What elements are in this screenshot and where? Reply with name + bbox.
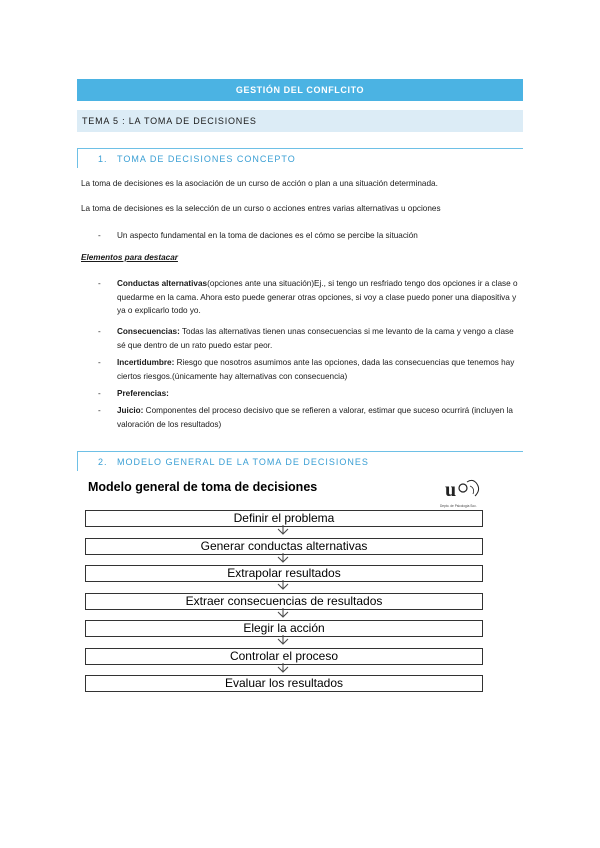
list-dash: - xyxy=(98,327,101,336)
diagram-step-box: Definir el problema xyxy=(85,510,483,527)
diagram-step-box: Extrapolar resultados xyxy=(85,565,483,582)
section-number: 2. xyxy=(98,457,108,467)
down-arrow-icon xyxy=(276,663,290,673)
elemento-item xyxy=(98,404,518,431)
down-arrow-icon xyxy=(276,525,290,535)
diagram-step-box: Evaluar los resultados xyxy=(85,675,483,692)
list-item-text: Un aspecto fundamental en la toma de daciones es el cómo se percibe la situación xyxy=(117,231,418,240)
elemento-item xyxy=(98,356,518,383)
section-title: TOMA DE DECISIONES CONCEPTO xyxy=(117,154,296,164)
list-dash: - xyxy=(98,231,101,240)
elemento-text xyxy=(117,356,518,383)
elemento-term: Consecuencias: xyxy=(117,327,180,336)
elemento-description: Riesgo que nosotros asumimos ante las opciones, dada las consecuencias que tenemos hay ciertos riesgos.(únicamente hay alternativas con consecuencia) xyxy=(117,358,515,381)
elemento-description: (opciones ante una situación)Ej., si tengo un resfriado tengo dos opciones ir a clase o quedarme en la cama. Ahora esto puede generar otras opciones, si voy a clase puedo poner una diapositiva y ya o explicarlo todo yo. xyxy=(117,279,518,315)
elemento-term: Conductas alternativas xyxy=(117,279,208,288)
down-arrow-icon xyxy=(276,553,290,563)
list-item xyxy=(98,229,518,243)
list-dash: - xyxy=(98,406,101,415)
list-dash: - xyxy=(98,389,101,398)
section-title: MODELO GENERAL DE LA TOMA DE DECISIONES xyxy=(117,457,369,467)
elemento-description: Todas las alternativas tienen unas consecuencias si me levanto de la cama y vengo a clase sé que dentro de un rato puedo estar peor. xyxy=(117,327,514,350)
logo-caption: Depto. de Psicología Soc. xyxy=(440,504,477,508)
document-banner: GESTIÓN DEL CONFLCITO xyxy=(77,79,523,101)
elemento-item xyxy=(98,277,518,318)
diagram-step-box: Generar conductas alternativas xyxy=(85,538,483,555)
elemento-term: Juicio: xyxy=(117,406,144,415)
section-number: 1. xyxy=(98,154,108,164)
subheading-elementos: Elementos para destacar xyxy=(81,253,178,262)
elemento-term: Preferencias: xyxy=(117,389,169,398)
elemento-term: Incertidumbre: xyxy=(117,358,175,367)
elemento-item xyxy=(98,387,518,401)
down-arrow-icon xyxy=(276,608,290,618)
elemento-description: Componentes del proceso decisivo que se refieren a valorar, estimar que suceso ocurrirá (incluyen la valoración de los resultados) xyxy=(117,406,513,429)
elemento-text xyxy=(117,277,518,318)
elemento-item xyxy=(98,325,518,352)
elemento-text xyxy=(117,325,518,352)
paragraph-definition-2: La toma de decisiones es la selección de un curso o acciones entres varias alternativas u opciones xyxy=(81,204,441,213)
section-heading-2 xyxy=(77,451,523,471)
diagram-title: Modelo general de toma de decisiones xyxy=(88,480,318,494)
section-heading-1 xyxy=(77,148,523,168)
elemento-text xyxy=(117,404,518,431)
elemento-text xyxy=(117,387,518,401)
svg-text:u: u xyxy=(445,479,457,501)
topic-heading: TEMA 5 : LA TOMA DE DECISIONES xyxy=(77,110,523,132)
down-arrow-icon xyxy=(276,580,290,590)
diagram-step-box: Elegir la acción xyxy=(85,620,483,637)
diagram-step-box: Extraer consecuencias de resultados xyxy=(85,593,483,610)
university-logo xyxy=(437,474,487,510)
paragraph-definition-1: La toma de decisiones es la asociación de un curso de acción o plan a una situación determinada. xyxy=(81,179,438,188)
down-arrow-icon xyxy=(276,635,290,645)
list-dash: - xyxy=(98,279,101,288)
list-dash: - xyxy=(98,358,101,367)
diagram-step-box: Controlar el proceso xyxy=(85,648,483,665)
